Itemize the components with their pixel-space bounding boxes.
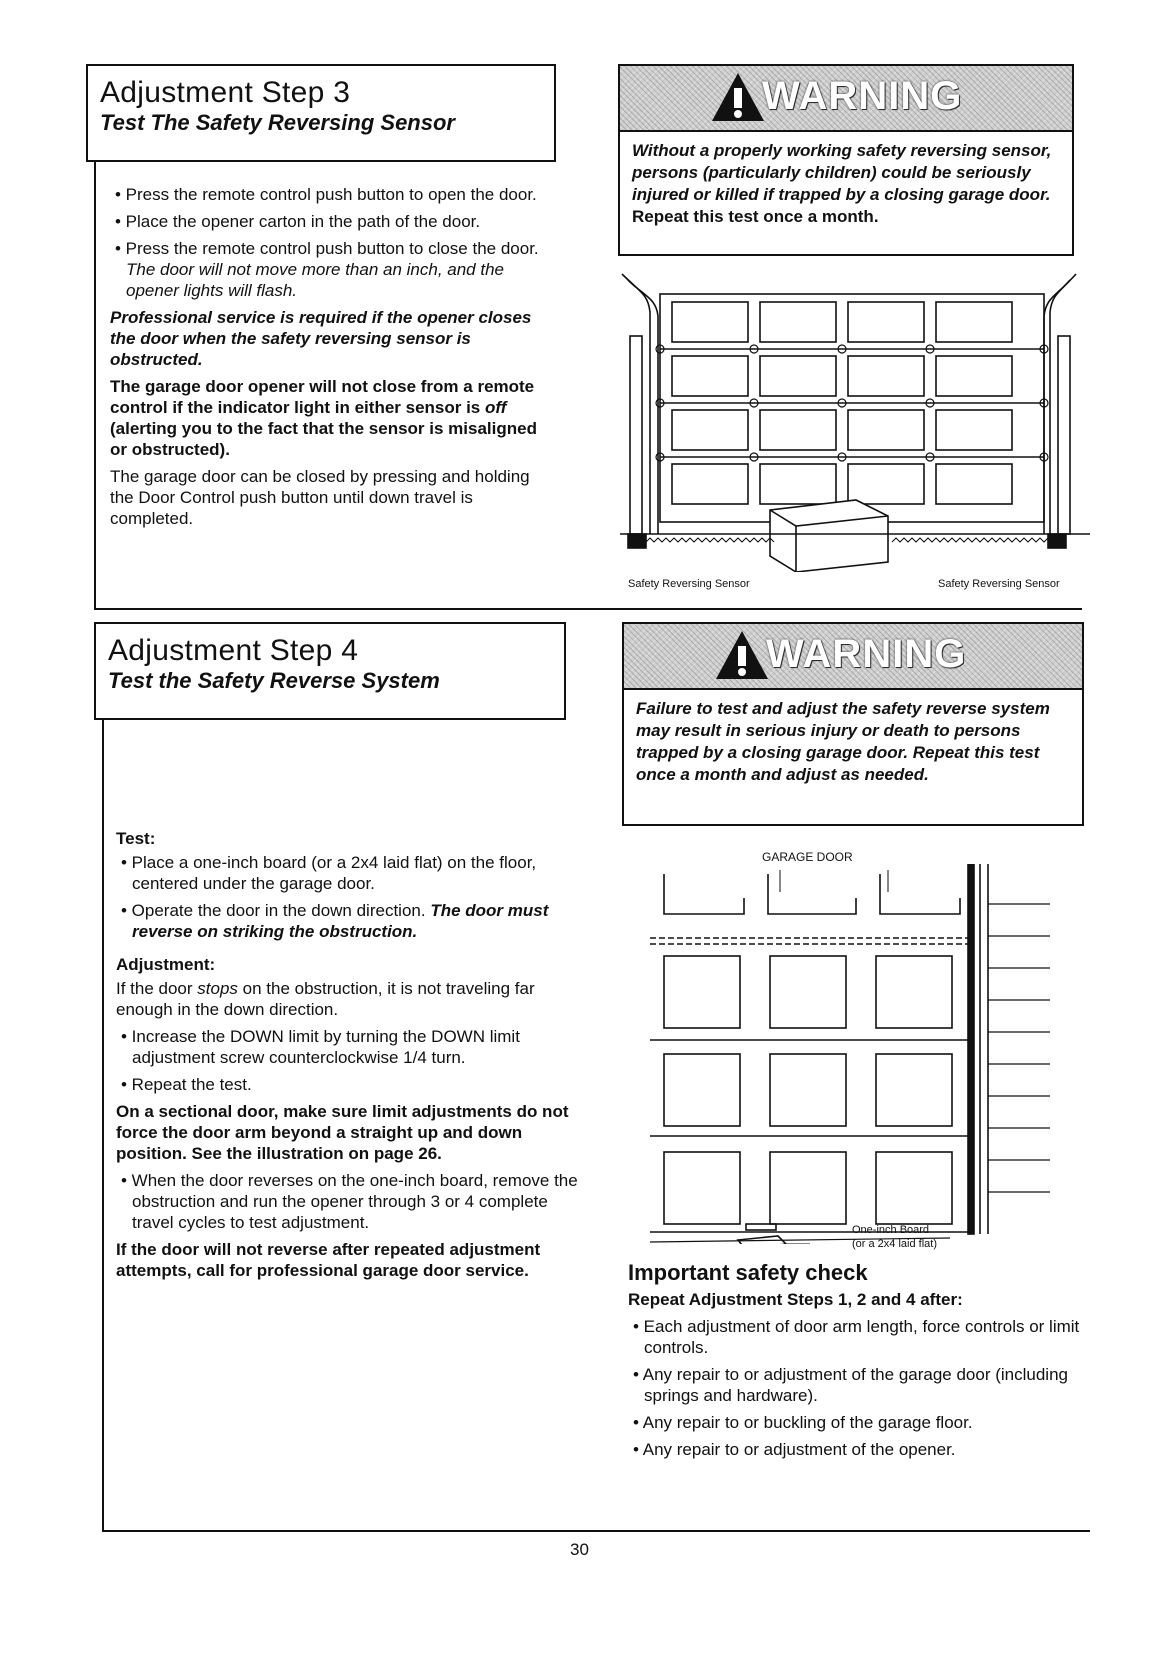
step4-not-reverse-note: If the door will not reverse after repeated adjustment attempts, call for professional garage door service. bbox=[116, 1240, 541, 1280]
step3-subtitle: Test The Safety Reversing Sensor bbox=[100, 110, 455, 135]
step4-adjustment-heading: Adjustment: bbox=[116, 955, 216, 974]
garage-door-board-figure bbox=[650, 864, 1070, 1244]
step4-adj-stops: stops bbox=[197, 979, 238, 998]
step4-adj-bullet-2: • Repeat the test. bbox=[121, 1075, 252, 1094]
figure2-garage-door-label: GARAGE DOOR bbox=[762, 850, 853, 864]
safety-check-item-3: • Any repair to or buckling of the garage floor. bbox=[633, 1413, 973, 1432]
warning-text-2 bbox=[624, 690, 1082, 794]
step4-adj-text-a: If the door bbox=[116, 979, 198, 998]
warning-banner-2 bbox=[624, 624, 1082, 690]
step4-title: Adjustment Step 4 bbox=[108, 634, 359, 667]
bottom-rule bbox=[102, 1530, 1090, 1532]
figure1-sensor-left-label: Safety Reversing Sensor bbox=[628, 578, 750, 590]
step4-test-bullet-2-emphasis: The door must reverse on striking the obstruction. bbox=[132, 901, 549, 941]
step3-not-close-note bbox=[110, 376, 555, 460]
safety-check-heading: Important safety check bbox=[628, 1260, 868, 1285]
safety-check-item-1: • Each adjustment of door arm length, force controls or limit controls. bbox=[633, 1317, 1080, 1357]
step4-test-bullet-2-text: • Operate the door in the down direction. bbox=[121, 901, 431, 920]
step3-not-close-text-a: The garage door opener will not close from a remote control if the indicator light in either sensor is bbox=[110, 377, 535, 417]
left-vertical-rule-bottom bbox=[102, 720, 104, 1532]
step3-bullet-1: • Press the remote control push button to open the door. bbox=[115, 185, 537, 204]
figure2-board-label-2: (or a 2x4 laid flat) bbox=[852, 1238, 937, 1250]
step3-bullet-2: • Place the opener carton in the path of the door. bbox=[115, 212, 481, 231]
figure1-sensor-right-label: Safety Reversing Sensor bbox=[938, 578, 1060, 590]
safety-check-item-2: • Any repair to or adjustment of the garage door (including springs and hardware). bbox=[633, 1365, 1068, 1405]
warning-triangle-icon bbox=[714, 628, 770, 682]
step3-professional-note: Professional service is required if the opener closes the door when the safety reversing sensor is obstructed. bbox=[110, 308, 532, 369]
safety-check-section bbox=[628, 1262, 1088, 1466]
step4-reverses-bullet: • When the door reverses on the one-inch board, remove the obstruction and run the opener through 3 or 4 complete travel cycles to test adjustment. bbox=[121, 1171, 578, 1232]
step4-test-heading: Test: bbox=[116, 829, 156, 848]
safety-check-subheading: Repeat Adjustment Steps 1, 2 and 4 after: bbox=[628, 1290, 963, 1309]
section-divider bbox=[94, 608, 1082, 610]
step4-test-bullet-1: • Place a one-inch board (or a 2x4 laid flat) on the floor, centered under the garage door. bbox=[121, 853, 537, 893]
warning-word-1: WARNING bbox=[762, 74, 963, 118]
step4-subtitle: Test the Safety Reverse System bbox=[108, 668, 440, 693]
left-vertical-rule-top bbox=[94, 162, 96, 610]
step3-body bbox=[110, 184, 555, 535]
step4-test-bullet-2 bbox=[116, 900, 586, 942]
step3-title-box bbox=[86, 64, 556, 162]
step3-closing-text: The garage door can be closed by pressing and holding the Door Control push button until down travel is completed. bbox=[110, 467, 530, 528]
warning-word-2: WARNING bbox=[766, 632, 967, 676]
step3-title: Adjustment Step 3 bbox=[100, 76, 351, 109]
step4-adjustment-text bbox=[116, 978, 586, 1020]
safety-check-item-4: • Any repair to or adjustment of the opener. bbox=[633, 1440, 956, 1459]
step3-bullet-3 bbox=[110, 238, 555, 301]
step3-not-close-text-b: (alerting you to the fact that the sensor is misaligned or obstructed). bbox=[110, 419, 537, 459]
step3-not-close-off: off bbox=[485, 398, 507, 417]
step3-bullet-3-text: • Press the remote control push button to close the door. bbox=[115, 239, 539, 258]
warning-text-1-plain: Repeat this test once a month. bbox=[632, 207, 879, 226]
step3-bullet-3-italic: The door will not move more than an inch, and the opener lights will flash. bbox=[126, 260, 504, 300]
warning-text-1 bbox=[620, 132, 1072, 236]
step4-title-box bbox=[94, 622, 566, 720]
warning-banner-1 bbox=[620, 66, 1072, 132]
figure2-board-label-1: One-inch Board bbox=[852, 1224, 930, 1236]
page-number: 30 bbox=[570, 1540, 589, 1559]
step4-sectional-note: On a sectional door, make sure limit adjustments do not force the door arm beyond a straight up and down position. See the illustration on page 26. bbox=[116, 1102, 569, 1163]
step4-adj-bullet-1: • Increase the DOWN limit by turning the DOWN limit adjustment screw counterclockwise 1/4 turn. bbox=[121, 1027, 520, 1067]
step4-body bbox=[116, 828, 586, 1287]
warning-text-1-italic: Without a properly working safety reversing sensor, persons (particularly children) could be seriously injured or killed if trapped by a closing garage door. bbox=[632, 141, 1052, 204]
warning-triangle-icon bbox=[710, 70, 766, 124]
warning-box-2 bbox=[622, 622, 1084, 826]
garage-door-sensor-figure bbox=[620, 272, 1090, 572]
warning-box-1 bbox=[618, 64, 1074, 256]
warning-text-2-body: Failure to test and adjust the safety reverse system may result in serious injury or death to persons trapped by a closing garage door. Repeat this test once a month and adjust as needed. bbox=[636, 699, 1050, 784]
step4-adj-text-b: on the obstruction, it is not traveling far enough in the down direction. bbox=[116, 979, 535, 1019]
